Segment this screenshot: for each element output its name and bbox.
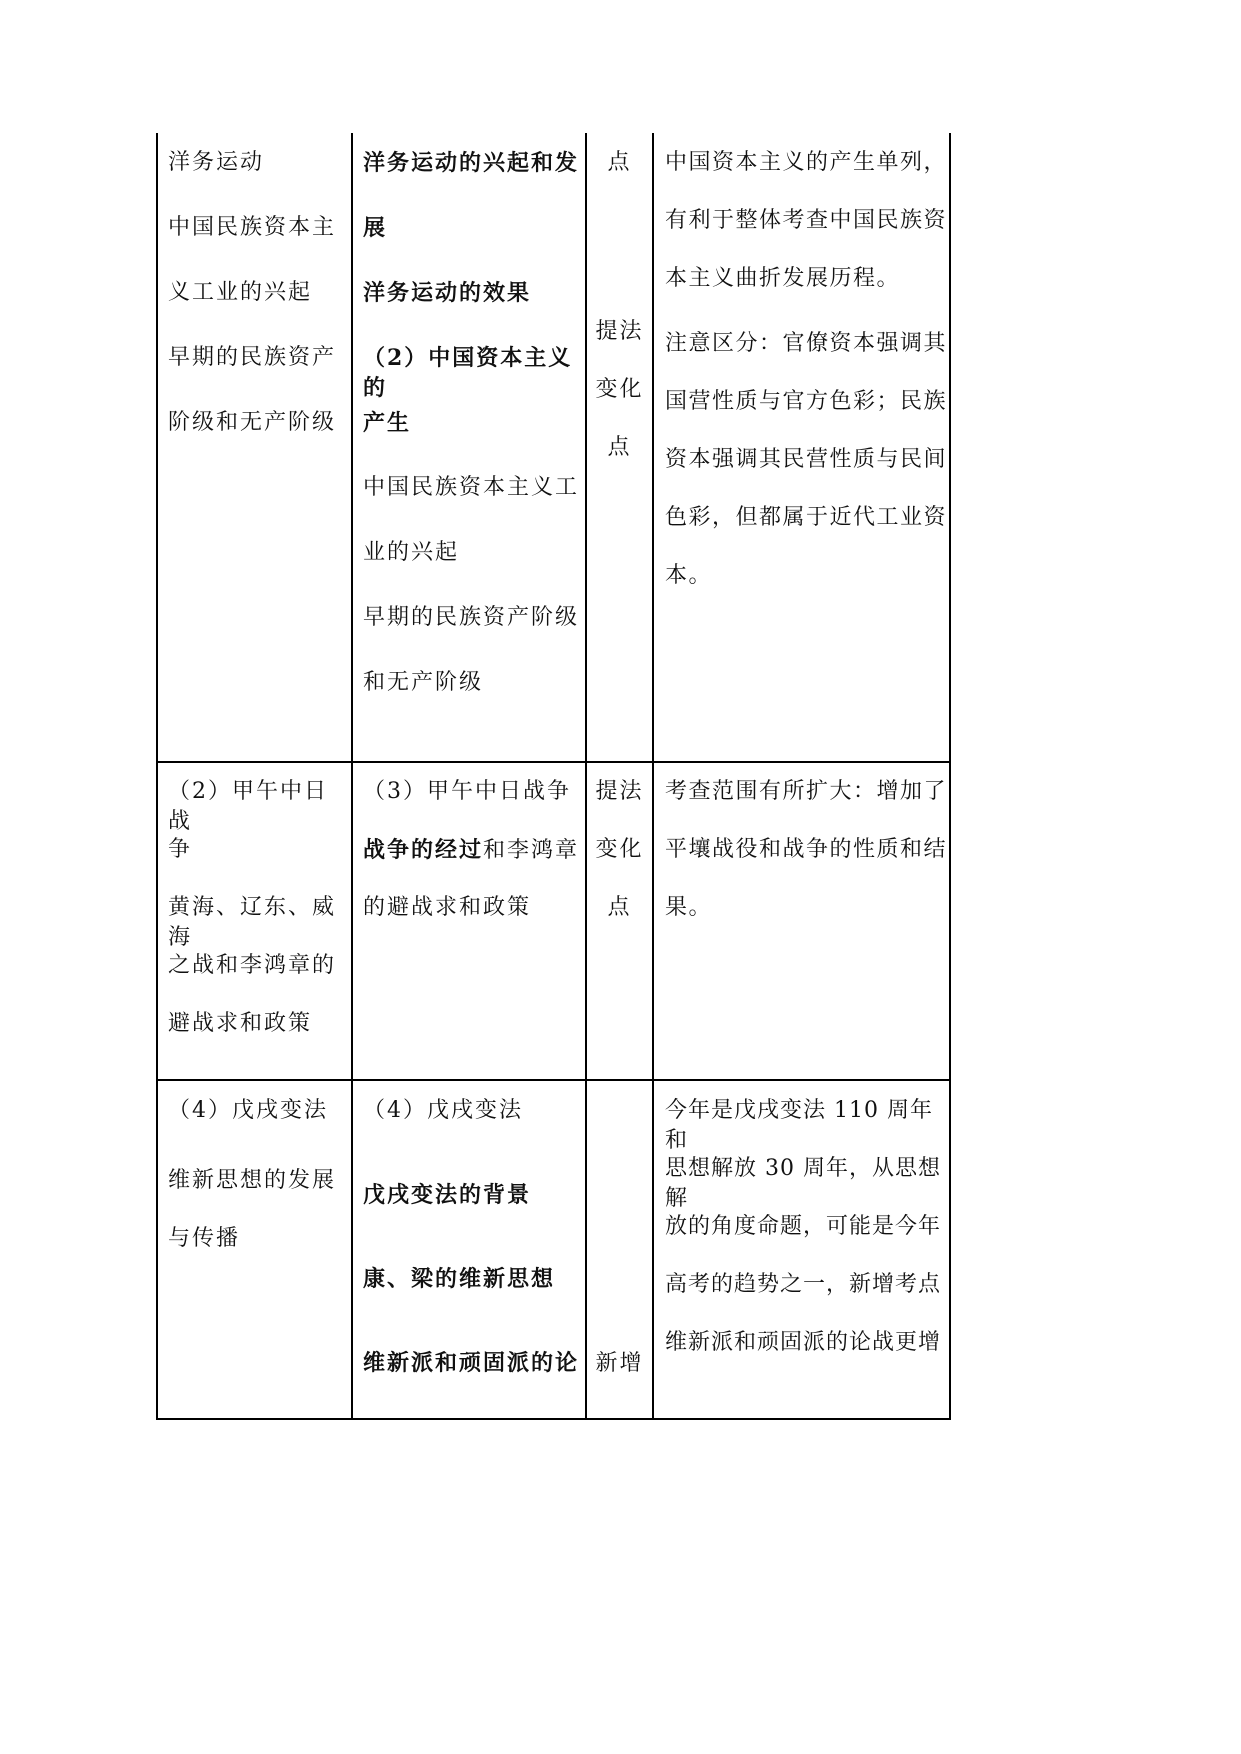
row2-col1	[168, 777, 346, 1074]
text-line: 产生	[363, 410, 412, 436]
table-border-col4	[652, 133, 654, 1420]
text-line: 提法	[595, 779, 644, 804]
text-line: 之战和李鸿章的	[168, 953, 337, 978]
paragraph	[168, 893, 346, 1039]
text-line: （2）中国资本主义的	[363, 345, 573, 401]
table-border-left	[156, 133, 158, 1420]
text-line: 本。	[665, 563, 713, 588]
plain-text: 和李鸿章	[483, 838, 580, 863]
table-border-right	[949, 133, 951, 1420]
text-line: 点	[607, 895, 632, 920]
paragraph	[665, 329, 947, 591]
table-border-col2	[351, 133, 353, 1420]
text-line: 洋务运动的效果	[363, 280, 532, 306]
text-line: 业的兴起	[363, 540, 460, 565]
text-line: 果。	[665, 895, 713, 920]
paragraph	[168, 343, 346, 438]
paragraph	[168, 148, 346, 178]
text-line: 放的角度命题，可能是今年	[665, 1214, 942, 1239]
text-line: 有利于整体考查中国民族资	[665, 208, 948, 233]
text-line: 与传播	[168, 1226, 241, 1251]
text-line: 义工业的兴起	[168, 280, 313, 305]
text-line: 变化	[595, 377, 644, 402]
text-line: 考查范围有所扩大：增加了	[665, 779, 948, 804]
text-line: 中国民族资本主义工	[363, 475, 580, 500]
text-line: 和无产阶级	[363, 670, 484, 695]
text-line: 色彩，但都属于近代工业资	[665, 505, 948, 530]
paragraph	[363, 1264, 581, 1294]
text-line: 早期的民族资产阶级	[363, 605, 580, 630]
text-line: 本主义曲折发展历程。	[665, 266, 901, 291]
paragraph	[363, 835, 581, 923]
text-line: 中国民族资本主	[168, 215, 337, 240]
paragraph	[168, 1166, 346, 1254]
bold-text: 战争的经过	[363, 837, 484, 863]
text-line: 高考的趋势之一，新增考点	[665, 1272, 942, 1297]
text-line: 提法	[595, 319, 644, 344]
text-line: 新增	[595, 1351, 644, 1376]
paragraph	[168, 213, 346, 308]
row3-col1	[168, 1096, 346, 1289]
text-line: 洋务运动	[168, 150, 265, 175]
text-line: 黄海、辽东、威海	[168, 895, 337, 950]
paragraph	[363, 1180, 581, 1210]
row1-col1	[168, 148, 346, 473]
paragraph	[168, 1096, 346, 1126]
row3-col2	[363, 1096, 581, 1413]
text-line: （3）甲午中日战争	[363, 779, 571, 804]
text-line: 阶级和无产阶级	[168, 410, 337, 435]
row1-col3-top	[587, 148, 652, 178]
paragraph	[665, 148, 947, 294]
table-border-bottom	[156, 1418, 951, 1420]
paragraph	[363, 1096, 581, 1126]
paragraph	[363, 473, 581, 568]
row1-col2	[363, 148, 581, 733]
paragraph	[363, 343, 581, 438]
text-line: 平壤战役和战争的性质和结	[665, 837, 948, 862]
text-line: 点	[607, 150, 632, 175]
row-divider-2	[156, 1079, 951, 1081]
text-line: 戊戌变法的背景	[363, 1182, 532, 1208]
text-line: 中国资本主义的产生单列，	[665, 150, 948, 175]
row3-col3	[587, 1349, 652, 1379]
text-line: 争	[168, 837, 193, 862]
paragraph	[363, 148, 581, 243]
text-line: 康、梁的维新思想	[363, 1266, 556, 1292]
text-line: 展	[363, 215, 388, 241]
text-line: 维新派和顽固派的论战更增	[665, 1330, 942, 1355]
paragraph	[363, 777, 581, 807]
paragraph	[363, 1348, 581, 1378]
text-line: 变化	[595, 837, 644, 862]
text-line: 避战求和政策	[168, 1011, 313, 1036]
paragraph	[363, 278, 581, 308]
text-line: 维新派和顽固派的论	[363, 1350, 580, 1376]
row2-col2	[363, 777, 581, 958]
text-line: 今年是戊戌变法 110 周年和	[665, 1098, 933, 1153]
text-line: （4）戊戌变法	[168, 1098, 328, 1123]
paragraph	[168, 777, 346, 865]
row3-col4	[665, 1096, 947, 1358]
row2-col3	[587, 777, 652, 923]
row2-col4	[665, 777, 947, 923]
text-line: 注意区分：官僚资本强调其	[665, 331, 948, 356]
text-line: 的避战求和政策	[363, 895, 532, 920]
row1-col4	[665, 148, 947, 626]
text-line: （2）甲午中日战	[168, 779, 328, 834]
text-line	[363, 835, 581, 865]
row1-col3	[587, 317, 652, 463]
text-line: 点	[607, 435, 632, 460]
text-line: 早期的民族资产	[168, 345, 337, 370]
text-line: 维新思想的发展	[168, 1168, 337, 1193]
paragraph	[363, 603, 581, 698]
text-line: 国营性质与官方色彩；民族	[665, 389, 948, 414]
text-line: 资本强调其民营性质与民间	[665, 447, 948, 472]
text-line: （4）戊戌变法	[363, 1098, 523, 1123]
text-line: 思想解放 30 周年，从思想解	[665, 1156, 941, 1211]
text-line: 洋务运动的兴起和发	[363, 150, 580, 176]
row-divider-1	[156, 761, 951, 763]
